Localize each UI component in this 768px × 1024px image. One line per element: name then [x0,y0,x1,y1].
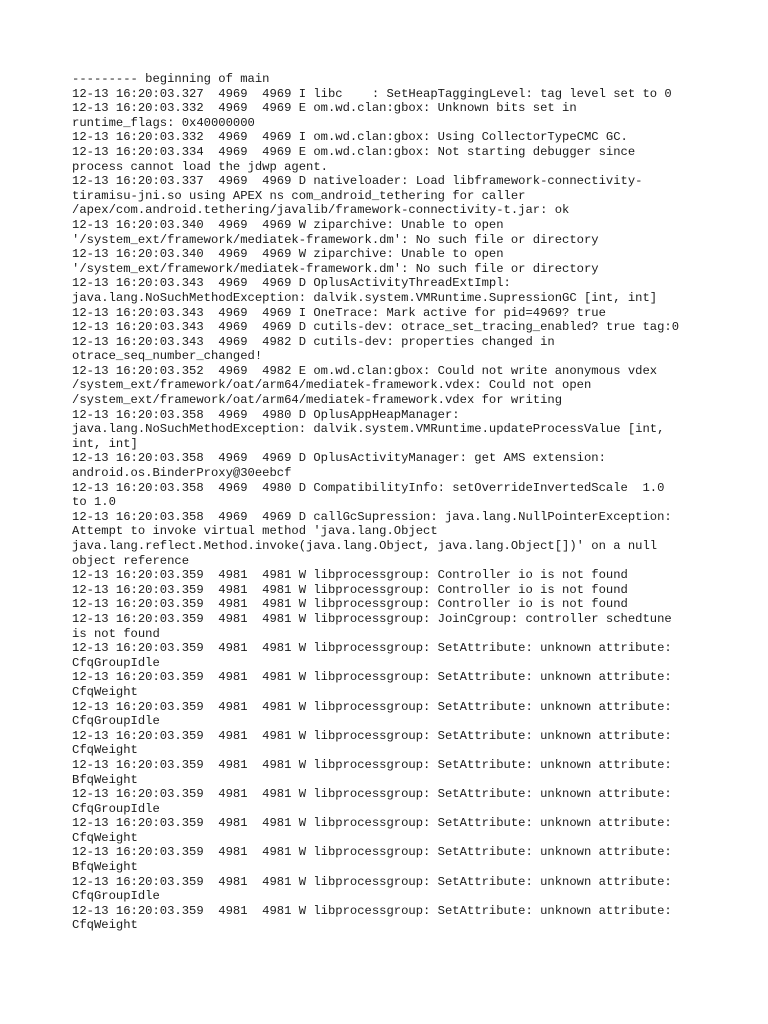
log-line: 12-13 16:20:03.358 4969 4969 D OplusActivityManager: get AMS extension: [72,451,606,466]
log-line: CfqWeight [72,918,138,933]
log-line: CfqGroupIdle [72,655,160,670]
log-line: 12-13 16:20:03.343 4969 4969 D OplusActivityThreadExtImpl: [72,276,511,291]
log-line: 12-13 16:20:03.359 4981 4981 W libprocessgroup: SetAttribute: unknown attribute: [72,757,672,772]
log-line: CfqGroupIdle [72,801,160,816]
log-line: 12-13 16:20:03.359 4981 4981 W libprocessgroup: SetAttribute: unknown attribute: [72,670,672,685]
log-line: 12-13 16:20:03.359 4981 4981 W libprocessgroup: Controller io is not found [72,597,628,612]
log-line: CfqGroupIdle [72,889,160,904]
log-line: tiramisu-jni.so using APEX ns com_android_tethering for caller [72,188,526,203]
log-line: otrace_seq_number_changed! [72,349,263,364]
log-line: CfqWeight [72,743,138,758]
log-line: 12-13 16:20:03.359 4981 4981 W libprocessgroup: Controller io is not found [72,568,628,583]
log-line: 12-13 16:20:03.359 4981 4981 W libprocessgroup: SetAttribute: unknown attribute: [72,641,672,656]
log-line: object reference [72,553,190,568]
log-line: 12-13 16:20:03.359 4981 4981 W libprocessgroup: SetAttribute: unknown attribute: [72,699,672,714]
log-line: 12-13 16:20:03.340 4969 4969 W ziparchive: Unable to open [72,217,504,232]
log-line: 12-13 16:20:03.359 4981 4981 W libprocessgroup: SetAttribute: unknown attribute: [72,816,672,831]
log-line: process cannot load the jdwp agent. [72,159,328,174]
log-line: CfqGroupIdle [72,714,160,729]
log-line: java.lang.reflect.Method.invoke(java.lang.Object, java.lang.Object[])' on a null [72,539,658,553]
log-line: /apex/com.android.tethering/javalib/framework-connectivity-t.jar: ok [72,203,570,218]
log-line: 12-13 16:20:03.343 4969 4969 D cutils-dev: otrace_set_tracing_enabled? true tag:0 [72,320,680,335]
log-line: /system_ext/framework/oat/arm64/mediatek-framework.vdex: Could not open [72,378,592,393]
log-line: BfqWeight [72,772,138,787]
log-line: 12-13 16:20:03.359 4981 4981 W libprocessgroup: SetAttribute: unknown attribute: [72,728,672,743]
log-line: 12-13 16:20:03.359 4981 4981 W libprocessgroup: JoinCgroup: controller schedtune [72,611,672,626]
log-line: 12-13 16:20:03.358 4969 4980 D CompatibilityInfo: setOverrideInvertedScale 1.0 [72,480,665,495]
log-line: 12-13 16:20:03.358 4969 4980 D OplusAppHeapManager: [72,407,460,422]
log-line: 12-13 16:20:03.358 4969 4969 D callGcSupression: java.lang.NullPointerException: [72,509,672,524]
log-line: 12-13 16:20:03.337 4969 4969 D nativeloader: Load libframework-connectivity- [72,174,643,189]
log-line: 12-13 16:20:03.343 4969 4982 D cutils-dev: properties changed in [72,334,555,349]
log-line: is not found [72,626,160,641]
log-line: '/system_ext/framework/mediatek-framework.dm': No such file or directory [72,261,599,276]
log-line: 12-13 16:20:03.359 4981 4981 W libprocessgroup: SetAttribute: unknown attribute: [72,903,672,918]
log-line: 12-13 16:20:03.359 4981 4981 W libprocessgroup: SetAttribute: unknown attribute: [72,787,672,802]
log-line: runtime_flags: 0x40000000 [72,115,255,130]
log-line: java.lang.NoSuchMethodException: dalvik.system.VMRuntime.updateProcessValue [int, [72,422,665,437]
log-text [72,72,712,933]
log-line: android.os.BinderProxy@30eebcf [72,466,292,481]
log-line: /system_ext/framework/oat/arm64/mediatek-framework.vdex for writing [72,393,563,408]
log-line: 12-13 16:20:03.359 4981 4981 W libprocessgroup: SetAttribute: unknown attribute: [72,874,672,889]
log-line: 12-13 16:20:03.340 4969 4969 W ziparchive: Unable to open [72,247,504,262]
log-line: CfqWeight [72,684,138,699]
log-line: 12-13 16:20:03.352 4969 4982 E om.wd.clan:gbox: Could not write anonymous vdex [72,363,658,378]
log-line: java.lang.NoSuchMethodException: dalvik.system.VMRuntime.SupressionGC [int, int] [72,290,658,305]
log-line: 12-13 16:20:03.343 4969 4969 I OneTrace: Mark active for pid=4969? true [72,305,606,320]
log-line: '/system_ext/framework/mediatek-framework.dm': No such file or directory [72,232,599,247]
log-line: CfqWeight [72,830,138,845]
log-line: int, int] [72,436,138,451]
log-line: --------- beginning of main [72,72,270,86]
log-line: 12-13 16:20:03.359 4981 4981 W libprocessgroup: SetAttribute: unknown attribute: [72,845,672,860]
log-line: Attempt to invoke virtual method 'java.lang.Object [72,524,438,539]
log-line: 12-13 16:20:03.332 4969 4969 I om.wd.clan:gbox: Using CollectorTypeCMC GC. [72,130,628,145]
log-line: BfqWeight [72,860,138,875]
log-line: 12-13 16:20:03.359 4981 4981 W libprocessgroup: Controller io is not found [72,582,628,597]
log-line: 12-13 16:20:03.332 4969 4969 E om.wd.clan:gbox: Unknown bits set in [72,101,577,116]
log-line: 12-13 16:20:03.327 4969 4969 I libc : SetHeapTaggingLevel: tag level set to 0 [72,86,672,101]
log-line: to 1.0 [72,495,116,510]
log-line: 12-13 16:20:03.334 4969 4969 E om.wd.clan:gbox: Not starting debugger since [72,144,636,159]
